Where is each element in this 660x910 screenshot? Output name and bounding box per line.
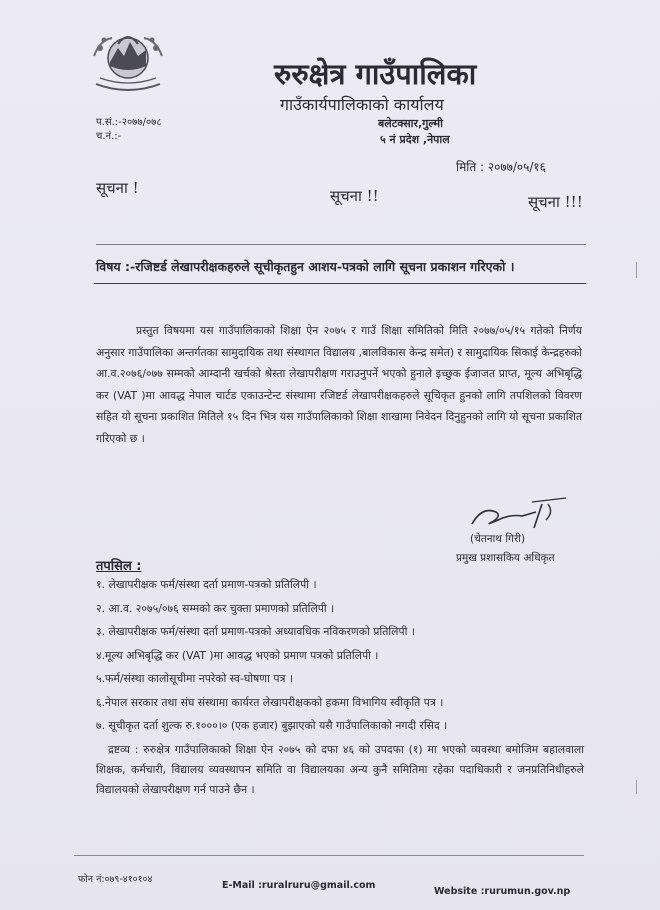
office-subtitle: गाउँकार्यपालिकाको कार्यालय <box>280 95 444 114</box>
dispatch-number: च.नं.:- <box>96 131 122 142</box>
notice-label-3: सूचना !!! <box>528 193 583 211</box>
signatory-name: (चेतनाथ गिरी) <box>470 533 526 545</box>
list-item: ५.फर्म/संस्था कालोसूचीमा नपरेको स्व-घोषणा पत्र । <box>96 672 293 685</box>
list-item: ४.मूल्य अभिबृद्धि कर (VAT )मा आवद्ध भएको प्रमाण पत्रको प्रतिलिपी । <box>96 648 379 662</box>
notice-label-2: सूचना !! <box>330 187 379 205</box>
list-item: ७. सूचीकृत दर्ता शुल्क रु.१०००।० (एक हजार) बुझाएको यसै गाउँपालिकाको नगदी रसिद । <box>96 719 448 732</box>
list-item: १. लेखापरीक्षक फर्म/संस्था दर्ता प्रमाण-पत्रको प्रतिलिपी । <box>96 578 317 591</box>
footer-website: Website :rurumun.gov.np <box>434 886 571 897</box>
body-paragraph: प्रस्तुत विषयमा यस गाउँपालिकाको शिक्षा ऐन २०७५ र गाउँ शिक्षा समितिको मिति २०७७/०५/१५ गतेको निर्णय अनुसार गाउँपालिका अन्तर्गतका सामुदायिक तथा संस्थागत विद्यालय ,बालविकास केन्द्र समेत) र सामुदायिक सिकाई केन्द्रहरुको आ.व.२०७६/०७७ सम्मको आम्दानी खर्चको श्रेस्ता लेखापरीक्षण गराउनुपर्ने भएको हुनाले इच्छुक ईजाजत प्राप्त, मूल्य अभिबृद्धि कर (VAT )मा आवद्ध नेपाल चार्टड एकाउन्टेन्ट संस्थामा रजिष्टर्ड लेखापरीक्षकहरुले सूचिकृत हुनको लागि तपशिलको विवरण सहित यो सूचना प्रकाशित मितिले १५ दिन भित्र यस गाउँपालिकाको शिक्षा शाखामा निवेदन दिनुहुनको लागि यो सूचना प्रकाशित गरिएको छ । <box>96 324 582 445</box>
margin-mark <box>636 262 637 278</box>
office-name: रुरुक्षेत्र गाउँपालिका <box>274 57 477 91</box>
margin-mark <box>636 780 637 794</box>
signature-image <box>462 494 572 534</box>
subject-underline <box>94 283 586 284</box>
subject-line: विषय :-रजिष्टर्ड लेखापरीक्षकहरुले सूचीकृतहुन आशय-पत्रको लागि सूचना प्रकाशन गरिएको । <box>96 259 515 274</box>
notice-label-1: सूचना ! <box>96 179 139 197</box>
list-item: ३. लेखापरीक्षक फर्म/संस्था दर्ता प्रमाण-पत्रको अध्यावधिक नविकरणको प्रतिलिपी । <box>96 625 415 638</box>
tapsil-list <box>96 573 576 738</box>
note-paragraph: द्रष्टव्य : रुरुक्षेत्र गाउँपालिकाको शिक्षा ऐन २०७५ को दफा ४६ को उपदफा (१) मा भएको व्यवस्था बमोजिम बहालवाला शिक्षक, कर्मचारी, विद्यालय व्यवस्थापन समिति वा विद्यालयका अन्य कुनै समितिमा रहेका पदाधिकारी र जनप्रतिनिधीहरुले विद्यालयको लेखापरीक्षण गर्न पाउने छैन । <box>96 743 584 796</box>
signatory-title: प्रमुख प्रशासकिय अधिकृत <box>456 552 555 564</box>
tapsil-heading: तपसिल : <box>96 559 142 574</box>
address-line2: ५ नं प्रदेश ,नेपाल <box>380 133 450 146</box>
reference-number: प.सं.:-२०७७/०७८ <box>96 117 162 128</box>
footer-phone: फोन नं:०७९-४१०१०४ <box>78 874 153 885</box>
footer-email: E-Mail :ruralruru@gmail.com <box>222 880 376 891</box>
list-item: २. आ.व. २०७५/०७६ सम्मको कर चुक्ता प्रमाणको प्रतिलिपी । <box>96 601 335 615</box>
divider-top <box>96 244 586 245</box>
footer-divider <box>74 855 584 856</box>
nepal-emblem-icon <box>88 26 168 94</box>
list-item: ६.नेपाल सरकार तथा संघ संस्थामा कार्यरत लेखापरीक्षकको हकमा विभागिय स्वीकृति पत्र । <box>96 695 444 709</box>
letter-date: मिति : २०७७/०५/१६ <box>456 160 546 174</box>
address-line1: बलेटक्सार,गुल्मी <box>378 117 443 130</box>
